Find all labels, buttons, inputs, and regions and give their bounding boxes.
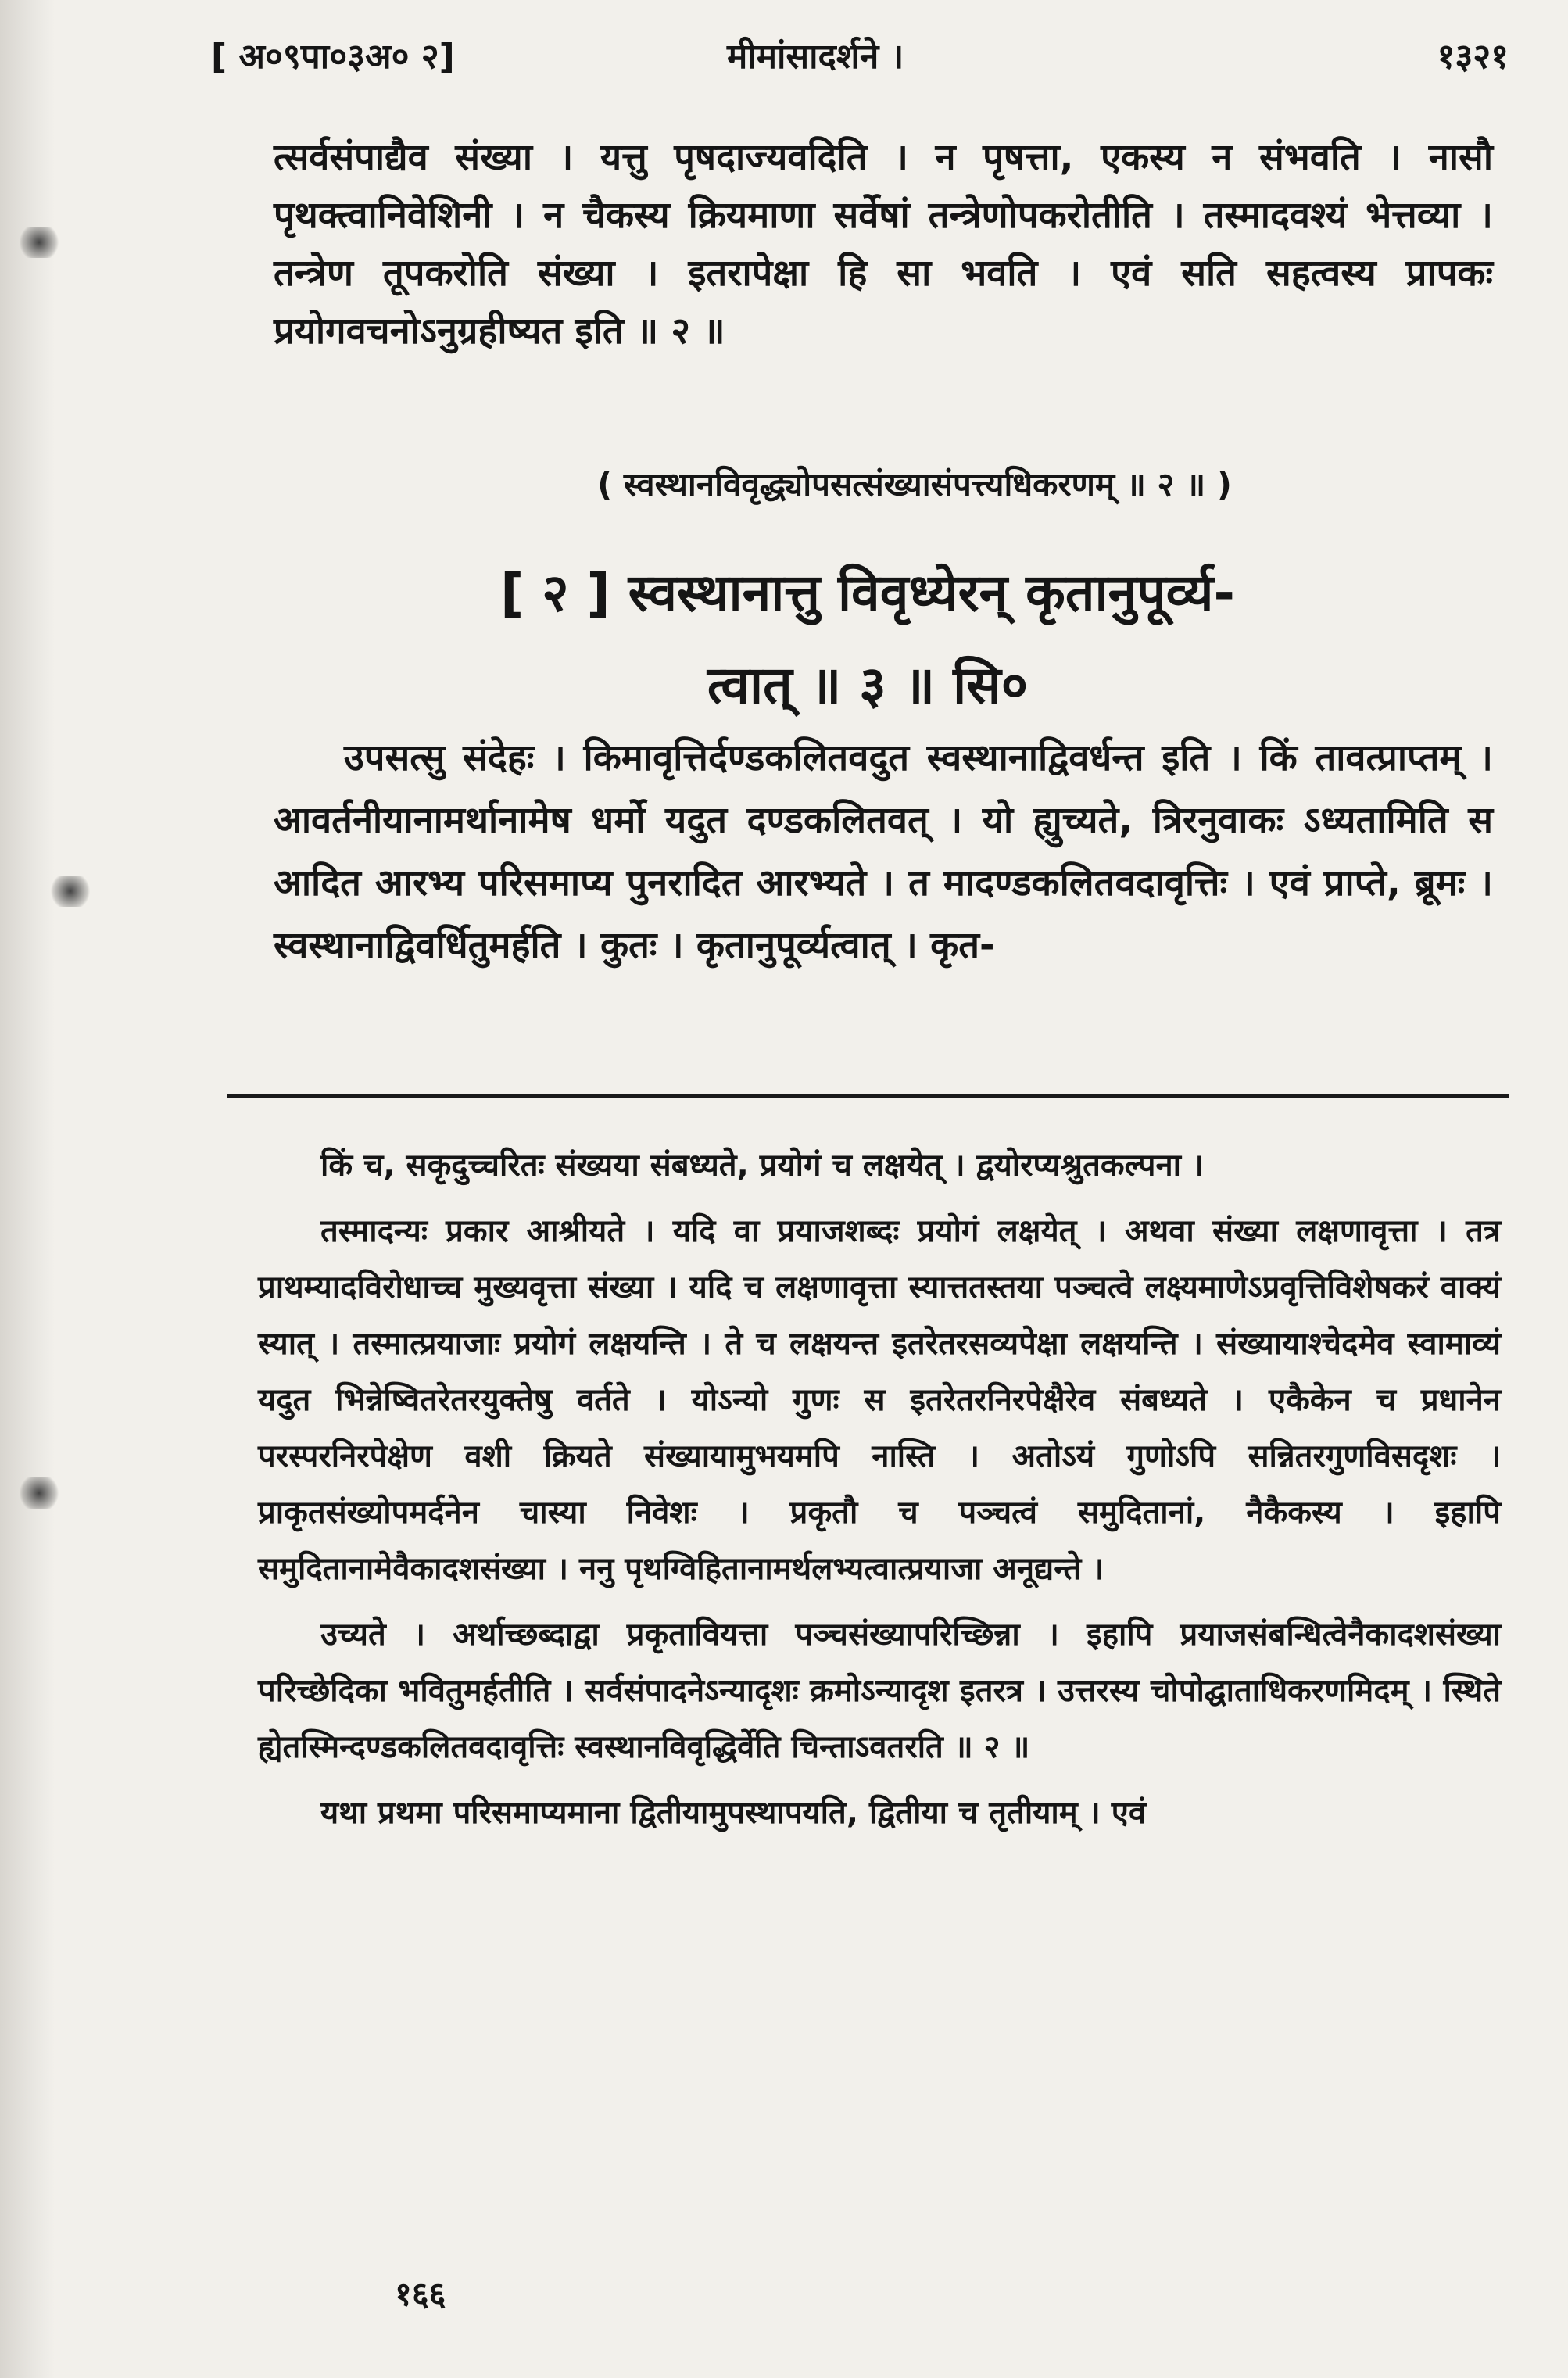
scan-mark [16,227,63,258]
footnote-block [258,1137,1501,1850]
sutra-heading-line-2: त्वात् ॥ ३ ॥ सि० [707,655,1029,715]
page-footer-number: १६६ [395,2275,446,2313]
footnote-divider [227,1094,1509,1098]
page-header [211,31,1509,86]
main-text: त्सर्वसंपाद्यैव संख्या । यत्तु पृषदाज्यवदिति । न पृषत्ता, एकस्य न संभवति । नासौ पृथक्त्वानिवेशिनी । न चैकस्य क्रियमाणा सर्वेषां तन्त्रेणोपकरोतीति । तस्मादवश्यं भेत्तव्या । तन्त्रेण तूपकरोति संख्या । इतरापेक्षा हि सा भवति । एवं सति सहत्वस्य प्रापकः प्रयोगवचनोऽनुग्रहीष्यत इति ॥ २ ॥ [274,136,1493,353]
scan-mark [16,1477,63,1509]
footnote-paragraph: यथा प्रथमा परिसमाप्यमाना द्वितीयामुपस्थापयति, द्वितीया च तृतीयाम् । एवं [320,1795,1147,1831]
sutra-heading-line-1: [ २ ] स्वस्थानात्तु विवृध्येरन् कृतानुपूर्व्य- [500,563,1235,623]
header-reference: [ अ०९पा०३अ० २] [211,37,455,77]
footnote-paragraph: तस्मादन्यः प्रकार आश्रीयते । यदि वा प्रयाजशब्दः प्रयोगं लक्षयेत् । अथवा संख्या लक्षणावृत्ता । तत्र प्राथम्यादविरोधाच्च मुख्यवृत्ता संख्या । यदि च लक्षणावृत्ता स्यात्ततस्तया पञ्चत्वे लक्ष्यमाणेऽप्रवृत्तिविशेषकरं वाक्यं स्यात् । तस्मात्प्रयाजाः प्रयोगं लक्षयन्ति । ते च लक्षयन्त इतरेतरसव्यपेक्षा लक्षयन्ति । संख्यायाश्चेदमेव स्वामाव्यं यदुत भिन्नेष्वितरेतरयुक्तेषु वर्तते । योऽन्यो गुणः स इतरेतरनिरपेक्षैरेव संबध्यते । एकैकेन च प्रधानेन परस्परनिरपेक्षेण वशी क्रियते संख्यायामुभयमपि नास्ति । अतोऽयं गुणोऽपि सन्नितरगुणविसदृशः । प्राकृतसंख्योपमर्दनेन चास्या निवेशः । प्रकृतौ च पञ्चत्वं समुदितानां, नैकैकस्य । इहापि समुदितानामेवैकादशसंख्या । ननु पृथग्विहितानामर्थलभ्यत्वात्प्रयाजा अनूद्यन्ते । [258,1213,1501,1587]
commentary-text: उपसत्सु संदेहः । किमावृत्तिर्दण्डकलितवदुत स्वस्थानाद्विवर्धन्त इति । किं तावत्प्राप्तम् । आवर्तनीयानामर्थानामेष धर्मो यदुत दण्डकलितवत् । यो ह्युच्यते, त्रिरनुवाकः ऽध्यतामिति स आदित आरभ्य परिसमाप्य पुनरादित आरभ्यते । त मादण्डकलितवदावृत्तिः । एवं प्राप्ते, ब्रूमः । स्वस्थानाद्विवर्धितुमर्हति । कुतः । कृतानुपूर्व्यत्वात् । कृत- [274,736,1493,967]
footnote-paragraph: उच्यते । अर्थाच्छब्दाद्वा प्रकृतावियत्ता पञ्चसंख्यापरिच्छिन्ना । इहापि प्रयाजसंबन्धित्वेनैकादशसंख्या परिच्छेदिका भवितुमर्हतीति । सर्वसंपादनेऽन्यादृशः क्रमोऽन्यादृश इतरत्र । उत्तरस्य चोपोद्घाताधिकरणमिदम् । स्थिते ह्येतस्मिन्दण्डकलितवदावृत्तिः स्वस्थानविवृद्धिर्वेति चिन्ताऽवतरति ॥ २ ॥ [258,1617,1501,1765]
footnote-paragraph: किं च, सकृदुच्चरितः संख्यया संबध्यते, प्रयोगं च लक्षयेत् । द्वयोरप्यश्रुतकल्पना । [320,1148,1205,1184]
scan-mark [47,876,94,907]
sutra-heading [258,547,1477,732]
header-page-number: १३२१ [1437,37,1509,77]
scanned-page-edge [0,0,55,2378]
adhikarana-caption: ( स्वस्थानविवृद्ध्योपसत्संख्यासंपत्त्यधिकरणम् ॥ २ ॥ ) [597,465,1232,503]
header-title: मीमांसादर्शने । [727,37,904,77]
